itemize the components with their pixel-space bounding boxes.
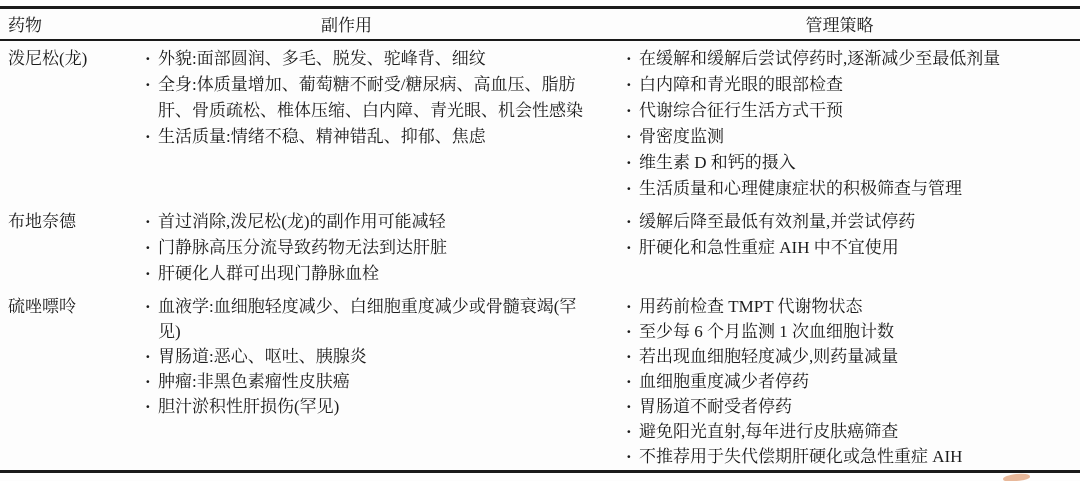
management-text: 用药前检查 TMPT 代谢物状态 xyxy=(639,297,863,316)
side-effect-item xyxy=(140,394,625,419)
bullet-icon: · xyxy=(626,212,632,231)
bullet-icon: · xyxy=(145,49,151,68)
management-text: 至少每 6 个月监测 1 次血细胞计数 xyxy=(639,322,894,341)
bullet-icon: · xyxy=(626,179,632,198)
header-drug: 药物 xyxy=(8,16,42,35)
management-text: 胃肠道不耐受者停药 xyxy=(639,397,792,416)
side-effects-cell xyxy=(140,46,625,150)
side-effect-text: 外貌:面部圆润、多毛、脱发、驼峰背、细纹 xyxy=(158,49,486,68)
table-header-row xyxy=(0,9,1080,39)
bullet-icon: · xyxy=(626,238,632,257)
bullet-icon: · xyxy=(626,397,632,416)
side-effect-item xyxy=(140,46,625,72)
bullet-icon: · xyxy=(626,75,632,94)
management-item xyxy=(625,150,1080,176)
management-cell xyxy=(625,209,1080,261)
side-effect-text: 首过消除,泼尼松(龙)的副作用可能减轻 xyxy=(158,212,446,231)
management-item xyxy=(625,444,1080,469)
bullet-icon: · xyxy=(626,49,632,68)
management-text: 肝硬化和急性重症 AIH 中不宜使用 xyxy=(639,238,899,257)
management-text: 代谢综合征行生活方式干预 xyxy=(639,101,843,120)
bullet-icon: · xyxy=(145,75,151,94)
table-body xyxy=(0,46,1080,469)
management-text: 若出现血细胞轻度减少,则药量减量 xyxy=(639,347,899,366)
management-item xyxy=(625,46,1080,72)
management-item xyxy=(625,124,1080,150)
bullet-icon: · xyxy=(626,297,632,316)
bullet-icon: · xyxy=(145,297,151,316)
side-effect-item xyxy=(140,369,625,394)
bullet-icon: · xyxy=(626,322,632,341)
side-effect-item xyxy=(140,124,625,150)
bullet-icon: · xyxy=(626,422,632,441)
header-side-effects: 副作用 xyxy=(321,16,372,35)
bullet-icon: · xyxy=(626,372,632,391)
header-management: 管理策略 xyxy=(805,16,874,35)
bullet-icon: · xyxy=(626,127,632,146)
side-effect-text: 胃肠道:恶心、呕吐、胰腺炎 xyxy=(158,347,367,366)
table-bottom-rule xyxy=(0,470,1080,473)
side-effect-item xyxy=(140,344,625,369)
side-effect-text: 血液学:血细胞轻度减少、白细胞重度减少或骨髓衰竭(罕见) xyxy=(158,297,577,341)
drug-name: 布地奈德 xyxy=(8,212,76,231)
management-item xyxy=(625,394,1080,419)
side-effect-text: 生活质量:情绪不稳、精神错乱、抑郁、焦虑 xyxy=(158,127,486,146)
side-effect-text: 胆汁淤积性肝损伤(罕见) xyxy=(158,397,340,416)
management-text: 维生素 D 和钙的摄入 xyxy=(639,153,796,172)
side-effect-text: 肿瘤:非黑色素瘤性皮肤癌 xyxy=(158,372,350,391)
management-text: 骨密度监测 xyxy=(639,127,724,146)
drug-name: 硫唑嘌呤 xyxy=(8,297,76,316)
bullet-icon: · xyxy=(145,347,151,366)
table-row xyxy=(0,46,1080,202)
side-effect-item xyxy=(140,235,625,261)
management-text: 血细胞重度减少者停药 xyxy=(639,372,809,391)
management-cell xyxy=(625,46,1080,202)
side-effect-item xyxy=(140,261,625,287)
bullet-icon: · xyxy=(626,447,632,466)
bullet-icon: · xyxy=(145,264,151,283)
watermark-fragment xyxy=(1003,473,1031,481)
management-item xyxy=(625,209,1080,235)
side-effect-text: 全身:体质量增加、葡萄糖不耐受/糖尿病、高血压、脂肪肝、骨质疏松、椎体压缩、白内障、青光眼、机会性感染 xyxy=(158,75,583,120)
bullet-icon: · xyxy=(626,101,632,120)
bullet-icon: · xyxy=(145,397,151,416)
bullet-icon: · xyxy=(626,153,632,172)
management-cell xyxy=(625,294,1080,469)
management-text: 白内障和青光眼的眼部检查 xyxy=(639,75,843,94)
management-item xyxy=(625,419,1080,444)
bullet-icon: · xyxy=(145,127,151,146)
table-header-rule xyxy=(0,39,1080,41)
management-item xyxy=(625,369,1080,394)
bullet-icon: · xyxy=(145,372,151,391)
management-text: 生活质量和心理健康症状的积极筛查与管理 xyxy=(639,179,962,198)
management-item xyxy=(625,72,1080,98)
management-item xyxy=(625,235,1080,261)
management-text: 避免阳光直射,每年进行皮肤癌筛查 xyxy=(639,422,899,441)
management-item xyxy=(625,176,1080,202)
management-item xyxy=(625,294,1080,319)
side-effect-text: 肝硬化人群可出现门静脉血栓 xyxy=(158,264,379,283)
management-item xyxy=(625,98,1080,124)
bullet-icon: · xyxy=(626,347,632,366)
side-effect-item xyxy=(140,294,625,344)
side-effects-cell xyxy=(140,294,625,419)
management-item xyxy=(625,344,1080,369)
management-text: 不推荐用于失代偿期肝硬化或急性重症 AIH xyxy=(639,447,963,466)
side-effects-cell xyxy=(140,209,625,287)
table-row xyxy=(0,294,1080,469)
side-effect-item xyxy=(140,72,625,124)
bullet-icon: · xyxy=(145,238,151,257)
table-row xyxy=(0,209,1080,287)
management-text: 缓解后降至最低有效剂量,并尝试停药 xyxy=(639,212,916,231)
management-text: 在缓解和缓解后尝试停药时,逐渐减少至最低剂量 xyxy=(639,49,1001,68)
management-item xyxy=(625,319,1080,344)
drug-name: 泼尼松(龙) xyxy=(8,49,88,68)
bullet-icon: · xyxy=(145,212,151,231)
side-effect-text: 门静脉高压分流导致药物无法到达肝脏 xyxy=(158,238,447,257)
side-effect-item xyxy=(140,209,625,235)
